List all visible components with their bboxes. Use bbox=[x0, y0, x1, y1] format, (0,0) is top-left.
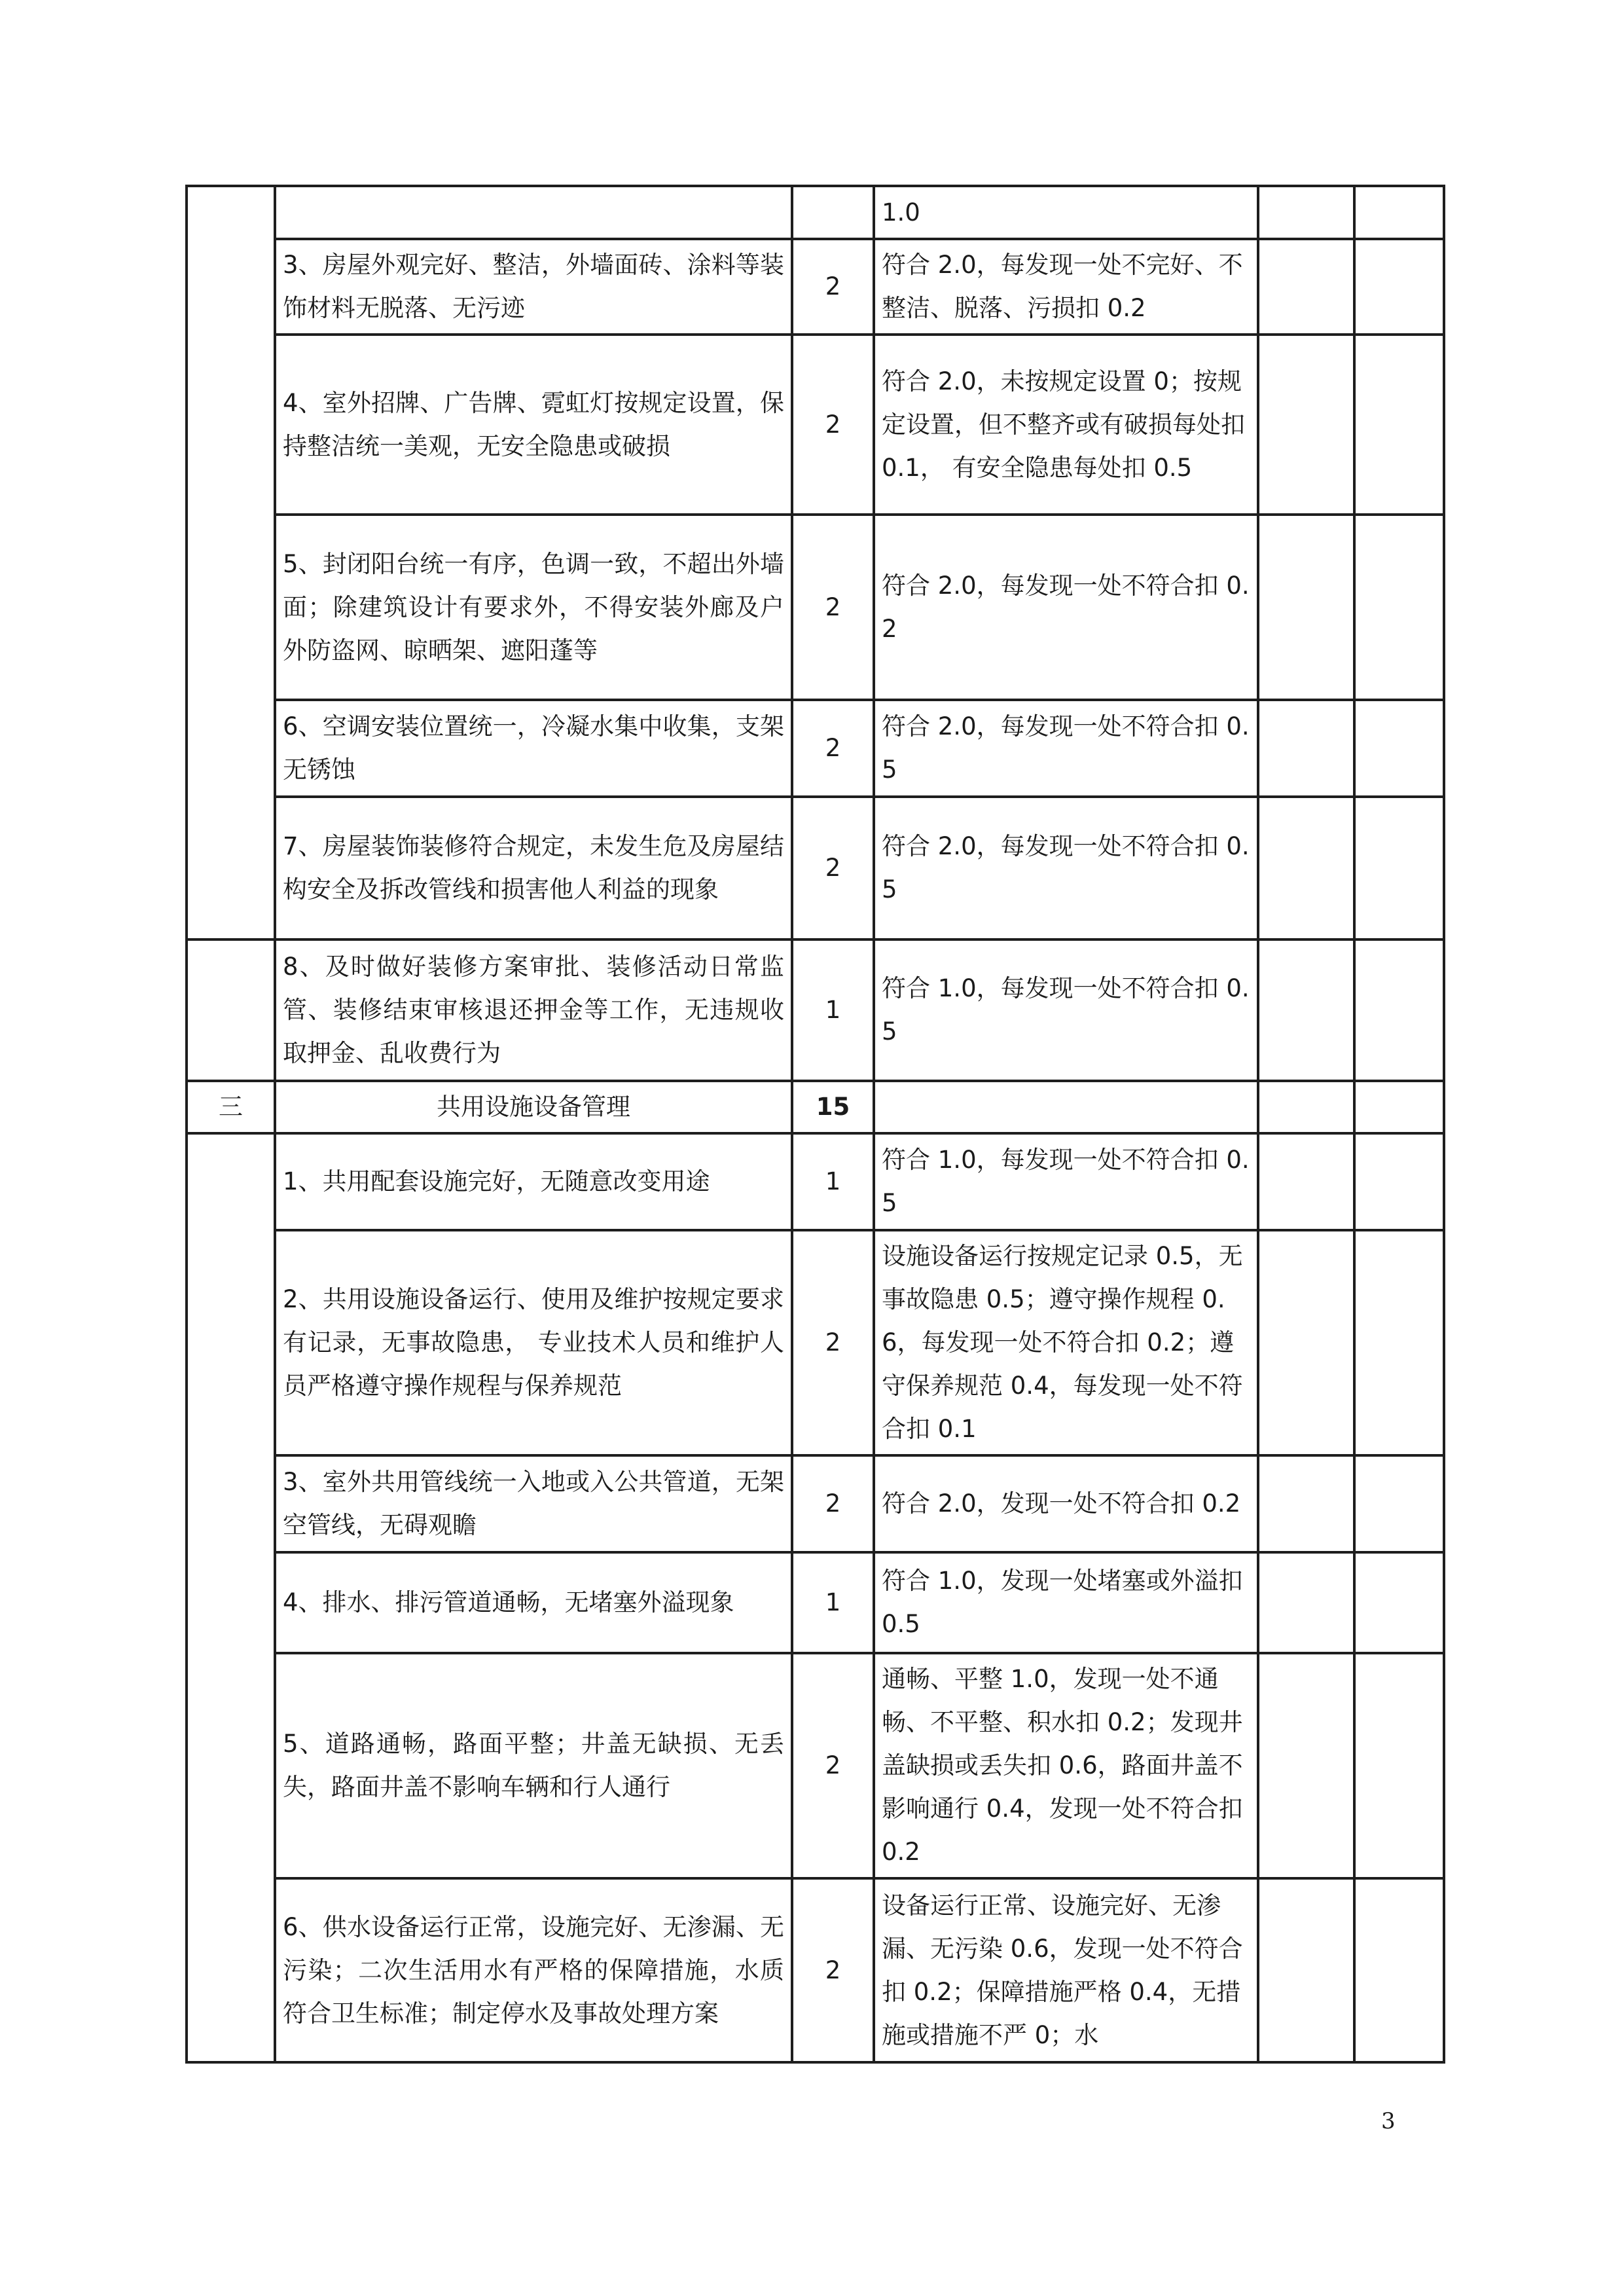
section-cell bbox=[187, 1133, 275, 2062]
standard-cell: 设施设备运行按规定记录 0.5，无事故隐患 0.5；遵守操作规程 0.6，每发现一处不符合扣 0.2；遵守保养规范 0.4，每发现一处不符合扣 0.1 bbox=[874, 1230, 1258, 1455]
blank-cell bbox=[1354, 186, 1444, 239]
score-cell: 2 bbox=[792, 1878, 874, 2062]
blank-cell bbox=[1354, 239, 1444, 335]
requirement-cell: 6、空调安装位置统一，冷凝水集中收集，支架无锈蚀 bbox=[275, 700, 792, 797]
blank-cell bbox=[1354, 939, 1444, 1081]
table-row bbox=[187, 1230, 1444, 1455]
table-row bbox=[187, 239, 1444, 335]
blank-cell bbox=[1258, 1081, 1354, 1133]
blank-cell bbox=[1354, 1878, 1444, 2062]
table-row bbox=[187, 1878, 1444, 2062]
blank-cell bbox=[874, 1081, 1258, 1133]
blank-cell bbox=[1354, 797, 1444, 939]
requirement-cell: 8、及时做好装修方案审批、装修活动日常监管、装修结束审核退还押金等工作，无违规收取押金、乱收费行为 bbox=[275, 939, 792, 1081]
score-cell: 2 bbox=[792, 335, 874, 515]
blank-cell bbox=[1258, 1455, 1354, 1552]
requirement-cell: 3、室外共用管线统一入地或入公共管道，无架空管线，无碍观瞻 bbox=[275, 1455, 792, 1552]
table-row bbox=[187, 1133, 1444, 1230]
requirement-cell: 2、共用设施设备运行、使用及维护按规定要求有记录，无事故隐患， 专业技术人员和维护人员严格遵守操作规程与保养规范 bbox=[275, 1230, 792, 1455]
standard-cell: 符合 2.0，每发现一处不符合扣 0.2 bbox=[874, 515, 1258, 700]
standard-cell: 符合 2.0，每发现一处不符合扣 0.5 bbox=[874, 700, 1258, 797]
blank-cell bbox=[1354, 1133, 1444, 1230]
table-row bbox=[187, 700, 1444, 797]
section-cell bbox=[187, 186, 275, 939]
score-cell: 2 bbox=[792, 515, 874, 700]
blank-cell bbox=[1354, 1653, 1444, 1878]
blank-cell bbox=[1258, 186, 1354, 239]
scoring-table bbox=[185, 185, 1445, 2064]
standard-cell: 符合 1.0，每发现一处不符合扣 0.5 bbox=[874, 939, 1258, 1081]
section-title: 共用设施设备管理 bbox=[275, 1081, 792, 1133]
section-cell bbox=[187, 939, 275, 1081]
blank-cell bbox=[1258, 939, 1354, 1081]
table-row bbox=[187, 1552, 1444, 1653]
requirement-cell: 5、道路通畅，路面平整；井盖无缺损、无丢失，路面井盖不影响车辆和行人通行 bbox=[275, 1653, 792, 1878]
table-row bbox=[187, 515, 1444, 700]
standard-cell: 符合 2.0，未按规定设置 0；按规定设置，但不整齐或有破损每处扣 0.1， 有安全隐患每处扣 0.5 bbox=[874, 335, 1258, 515]
blank-cell bbox=[1354, 1230, 1444, 1455]
blank-cell bbox=[1258, 1653, 1354, 1878]
standard-cell: 符合 2.0，每发现一处不符合扣 0.5 bbox=[874, 797, 1258, 939]
blank-cell bbox=[1258, 700, 1354, 797]
requirement-cell bbox=[275, 186, 792, 239]
requirement-cell: 4、室外招牌、广告牌、霓虹灯按规定设置，保持整洁统一美观，无安全隐患或破损 bbox=[275, 335, 792, 515]
score-cell: 2 bbox=[792, 239, 874, 335]
score-cell: 2 bbox=[792, 797, 874, 939]
requirement-cell: 4、排水、排污管道通畅，无堵塞外溢现象 bbox=[275, 1552, 792, 1653]
score-cell: 2 bbox=[792, 1653, 874, 1878]
table-row bbox=[187, 1653, 1444, 1878]
section-points: 15 bbox=[792, 1081, 874, 1133]
score-cell: 1 bbox=[792, 1552, 874, 1653]
standard-cell: 1.0 bbox=[874, 186, 1258, 239]
page-number: 3 bbox=[1381, 2108, 1396, 2134]
blank-cell bbox=[1354, 1081, 1444, 1133]
requirement-cell: 5、封闭阳台统一有序，色调一致，不超出外墙面；除建筑设计有要求外，不得安装外廊及户外防盗网、晾晒架、遮阳蓬等 bbox=[275, 515, 792, 700]
table-row bbox=[187, 186, 1444, 239]
blank-cell bbox=[1258, 1133, 1354, 1230]
blank-cell bbox=[1258, 239, 1354, 335]
score-cell: 2 bbox=[792, 700, 874, 797]
blank-cell bbox=[1258, 797, 1354, 939]
blank-cell bbox=[1258, 1230, 1354, 1455]
blank-cell bbox=[1354, 515, 1444, 700]
standard-cell: 符合 2.0，每发现一处不完好、不整洁、脱落、污损扣 0.2 bbox=[874, 239, 1258, 335]
standard-cell: 符合 1.0，每发现一处不符合扣 0.5 bbox=[874, 1133, 1258, 1230]
blank-cell bbox=[1258, 1878, 1354, 2062]
blank-cell bbox=[1258, 335, 1354, 515]
section-number: 三 bbox=[187, 1081, 275, 1133]
blank-cell bbox=[1258, 515, 1354, 700]
requirement-cell: 3、房屋外观完好、整洁，外墙面砖、涂料等装饰材料无脱落、无污迹 bbox=[275, 239, 792, 335]
score-cell: 1 bbox=[792, 939, 874, 1081]
blank-cell bbox=[1354, 1552, 1444, 1653]
blank-cell bbox=[1354, 1455, 1444, 1552]
table-row bbox=[187, 335, 1444, 515]
requirement-cell: 1、共用配套设施完好，无随意改变用途 bbox=[275, 1133, 792, 1230]
section-header-row bbox=[187, 1081, 1444, 1133]
blank-cell bbox=[1354, 335, 1444, 515]
standard-cell: 符合 1.0，发现一处堵塞或外溢扣 0.5 bbox=[874, 1552, 1258, 1653]
blank-cell bbox=[1354, 700, 1444, 797]
score-cell: 1 bbox=[792, 1133, 874, 1230]
table-row bbox=[187, 797, 1444, 939]
table-row bbox=[187, 939, 1444, 1081]
standard-cell: 设备运行正常、设施完好、无渗漏、无污染 0.6，发现一处不符合扣 0.2；保障措施严格 0.4，无措施或措施不严 0；水 bbox=[874, 1878, 1258, 2062]
standard-cell: 符合 2.0，发现一处不符合扣 0.2 bbox=[874, 1455, 1258, 1552]
score-cell: 2 bbox=[792, 1230, 874, 1455]
score-cell bbox=[792, 186, 874, 239]
requirement-cell: 7、房屋装饰装修符合规定，未发生危及房屋结构安全及拆改管线和损害他人利益的现象 bbox=[275, 797, 792, 939]
table-row bbox=[187, 1455, 1444, 1552]
standard-cell: 通畅、平整 1.0，发现一处不通畅、不平整、积水扣 0.2；发现井盖缺损或丢失扣 0.6，路面井盖不影响通行 0.4，发现一处不符合扣 0.2 bbox=[874, 1653, 1258, 1878]
blank-cell bbox=[1258, 1552, 1354, 1653]
score-cell: 2 bbox=[792, 1455, 874, 1552]
requirement-cell: 6、供水设备运行正常，设施完好、无渗漏、无污染；二次生活用水有严格的保障措施，水质符合卫生标准；制定停水及事故处理方案 bbox=[275, 1878, 792, 2062]
